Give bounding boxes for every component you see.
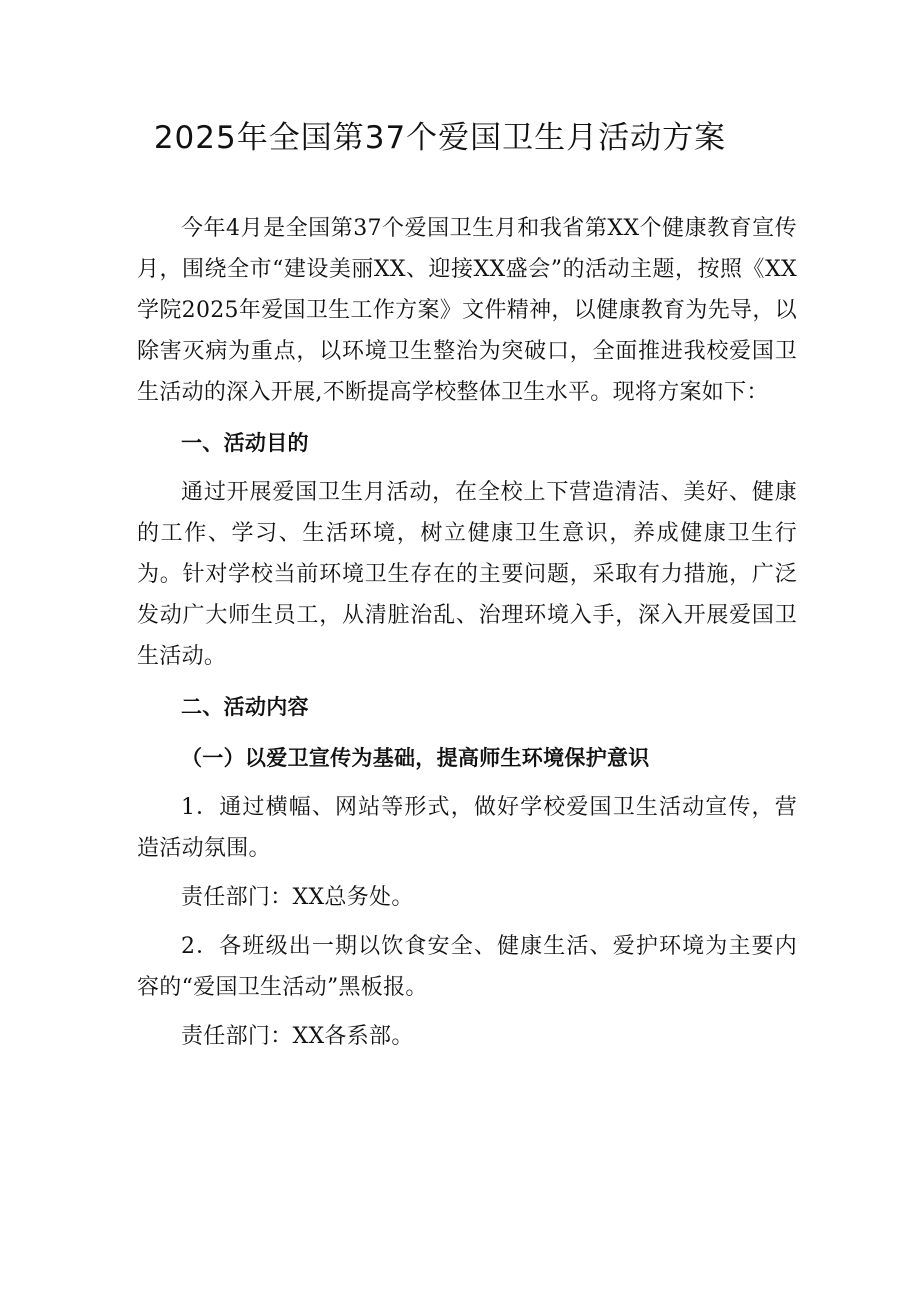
section1-heading: 一、活动目的: [181, 431, 309, 455]
document-title: 2025年全国第37个爱国卫生月活动方案: [153, 120, 727, 156]
section2-heading: 二、活动内容: [181, 695, 309, 719]
item1-department: 责任部门：XX总务处。: [181, 885, 414, 910]
section1-paragraph: 通过开展爱国卫生月活动，在全校上下营造清洁、美好、健康的工作、学习、生活环境，树立健康卫生意识，养成健康卫生行为。针对学校当前环境卫生存在的主要问题，采取有力措施，广泛发动广大师生员工，从清脏治乱、治理环境入手，深入开展爱国卫生活动。: [137, 480, 797, 669]
item2-paragraph: 2．各班级出一期以饮食安全、健康生活、爱护环境为主要内容的“爱国卫生活动”黑板报。: [137, 934, 797, 1000]
subsection1-heading: （一）以爱卫宣传为基础，提高师生环境保护意识: [181, 746, 650, 770]
item1-paragraph: 1．通过横幅、网站等形式，做好学校爱国卫生活动宣传，营造活动氛围。: [137, 795, 797, 861]
document-body: [137, 208, 797, 1057]
item2-department: 责任部门：XX各系部。: [181, 1024, 414, 1049]
intro-paragraph: 今年4月是全国第37个爱国卫生月和我省第XX个健康教育宣传月，围绕全市“建设美丽XX、迎接XX盛会”的活动主题，按照《XX学院2025年爱国卫生工作方案》文件精神，以健康教育为先导，以除害灭病为重点，以环境卫生整治为突破口，全面推进我校爱国卫生活动的深入开展,不断提高学校整体卫生水平。现将方案如下：: [137, 216, 797, 405]
